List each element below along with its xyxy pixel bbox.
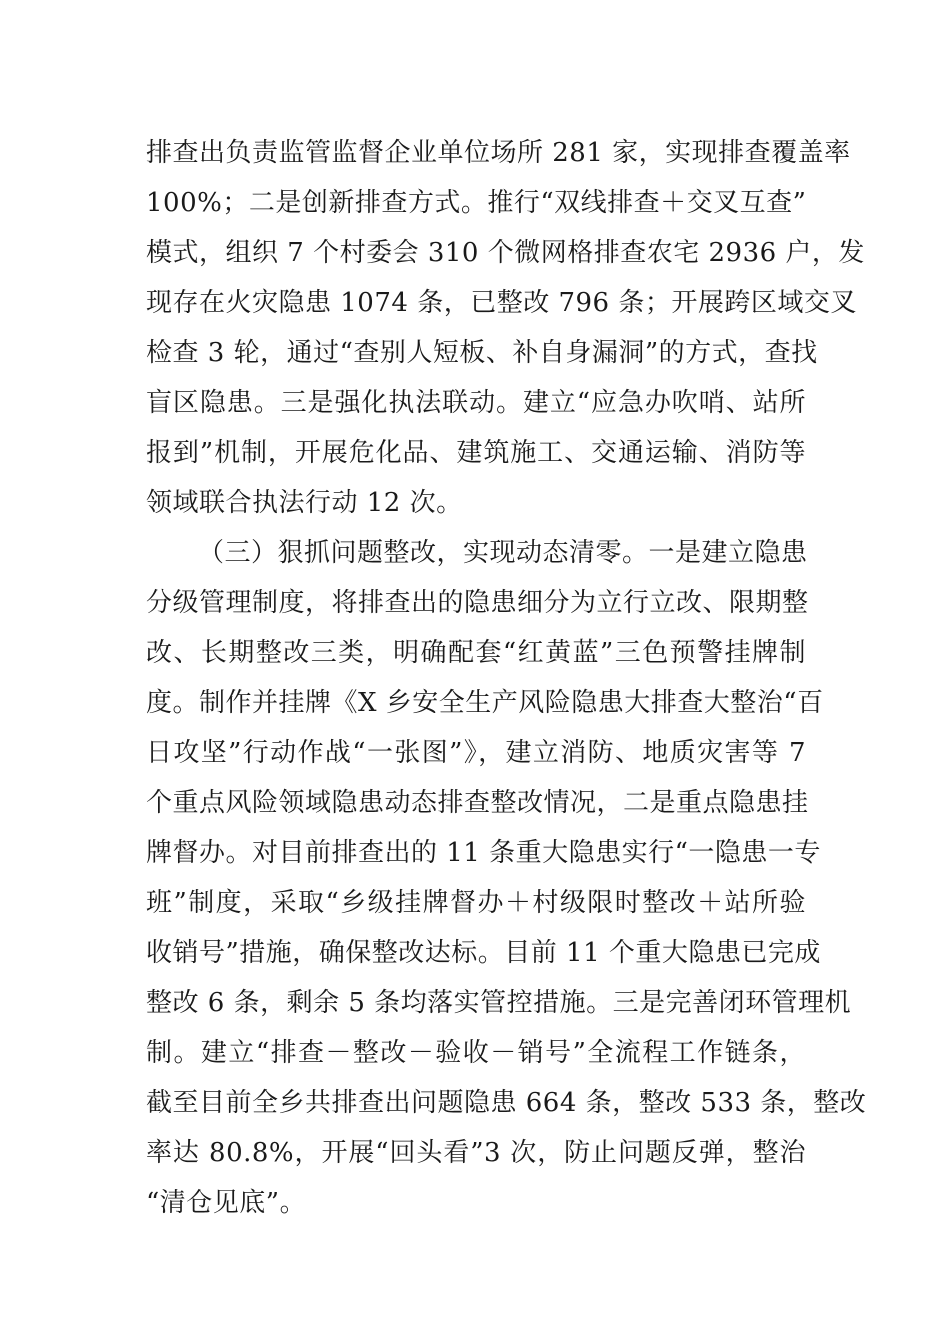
text-line: 模式，组织 7 个村委会 310 个微网格排查农宅 2936 户，发	[146, 238, 865, 268]
text-line: 检查 3 轮，通过“查别人短板、补自身漏洞”的方式，查找	[146, 338, 818, 368]
text-line: 100%；二是创新排查方式。推行“双线排查＋交叉互查”	[146, 188, 807, 218]
text-line: 牌督办。对目前排查出的 11 条重大隐患实行“一隐患一专	[146, 838, 821, 868]
section-heading-line: （三）狠抓问题整改，实现动态清零。一是建立隐患	[198, 538, 808, 568]
text-line: 日攻坚”行动作战“一张图”》，建立消防、地质灾害等 7	[146, 738, 806, 768]
text-line: 盲区隐患。三是强化执法联动。建立“应急办吹哨、站所	[146, 388, 806, 418]
text-line: 改、长期整改三类，明确配套“红黄蓝”三色预警挂牌制	[146, 638, 806, 668]
text-line: 报到”机制，开展危化品、建筑施工、交通运输、消防等	[146, 438, 806, 468]
text-line: 排查出负责监管监督企业单位场所 281 家，实现排查覆盖率	[146, 138, 851, 168]
text-line: 班”制度，采取“乡级挂牌督办＋村级限时整改＋站所验	[146, 888, 806, 918]
text-line: 收销号”措施，确保整改达标。目前 11 个重大隐患已完成	[146, 938, 821, 968]
text-line: 现存在火灾隐患 1074 条，已整改 796 条；开展跨区域交叉	[146, 288, 857, 318]
text-line: 度。制作并挂牌《X 乡安全生产风险隐患大排查大整治“百	[146, 688, 824, 718]
text-line: 截至目前全乡共排查出问题隐患 664 条，整改 533 条，整改	[146, 1088, 867, 1118]
text-line: 整改 6 条，剩余 5 条均落实管控措施。三是完善闭环管理机	[146, 988, 852, 1018]
text-line: 率达 80.8%，开展“回头看”3 次，防止问题反弹，整治	[146, 1138, 806, 1168]
text-line: 领域联合执法行动 12 次。	[146, 488, 463, 518]
text-line: “清仓见底”。	[146, 1188, 307, 1218]
text-line: 制。建立“排查－整改－验收－销号”全流程工作链条，	[146, 1038, 806, 1068]
text-line: 个重点风险领域隐患动态排查整改情况，二是重点隐患挂	[146, 788, 809, 818]
text-line: 分级管理制度，将排查出的隐患细分为立行立改、限期整	[146, 588, 809, 618]
